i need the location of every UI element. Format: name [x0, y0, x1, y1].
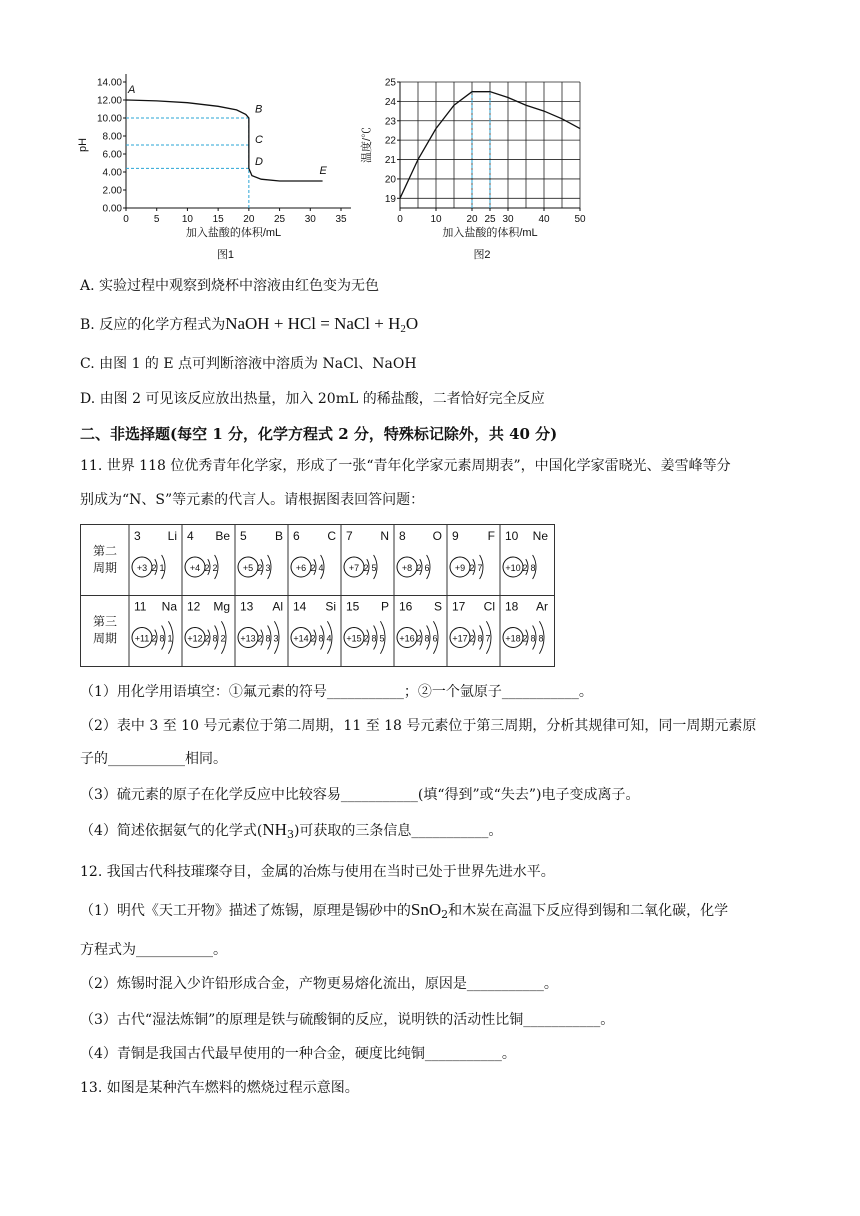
x-tick-label: 30: [502, 214, 514, 225]
point-label-a: A: [128, 83, 136, 96]
element-symbol: Mg: [213, 599, 230, 614]
nucleus-charge: +9: [454, 563, 466, 573]
x-axis-label: 加入盐酸的体积/mL: [185, 227, 282, 239]
element-symbol: S: [433, 599, 442, 614]
element-symbol: N: [380, 529, 389, 543]
element-symbol: B: [274, 529, 283, 543]
period-label-line2: 周期: [92, 561, 118, 575]
element-number: 8: [399, 529, 406, 543]
nucleus-charge: +18: [505, 633, 521, 644]
element-symbol: Li: [167, 529, 177, 543]
y-tick-label: 6.00: [102, 149, 122, 161]
element-number: 12: [187, 599, 201, 614]
shell-electron-count: 5: [371, 563, 377, 573]
nucleus-charge: +14: [293, 633, 309, 644]
option-d: D. 由图 2 可见该反应放出热量，加入 20mL 的稀盐酸，二者恰好完全反应: [80, 391, 545, 407]
shell-electron-count: 4: [318, 563, 324, 573]
element-number: 3: [134, 529, 141, 543]
element-number: 4: [187, 529, 194, 543]
nucleus-charge: +11: [134, 633, 150, 644]
y-axis-label: 温度/℃: [361, 126, 373, 164]
period-label-line1: 第三: [92, 614, 118, 629]
shell-electron-count: 1: [167, 633, 173, 644]
y-tick-label: 19: [384, 193, 396, 205]
data-curve: [126, 100, 323, 181]
element-symbol: Ar: [536, 599, 548, 614]
element-number: 15: [346, 599, 360, 614]
equation-tail: O: [405, 314, 419, 333]
shell-electron-count: 8: [318, 633, 324, 644]
shell-electron-count: 2: [416, 563, 422, 573]
shell-electron-count: 3: [273, 633, 279, 644]
shell-electron-count: 2: [469, 633, 475, 644]
element-number: 5: [240, 529, 247, 543]
q11-stem-line1: 11. 世界 118 位优秀青年化学家，形成了一张“青年化学家元素周期表”，中国化学家雷晓光、姜雪峰等分: [80, 458, 731, 474]
temperature-curve-chart: [360, 72, 600, 268]
shell-electron-count: 2: [310, 563, 316, 573]
nucleus-charge: +8: [401, 563, 413, 573]
nucleus-charge: +3: [136, 563, 148, 573]
figure-caption: 图1: [216, 249, 235, 261]
y-tick-label: 22: [384, 135, 396, 147]
shell-electron-count: 2: [212, 563, 218, 573]
element-number: 9: [452, 529, 459, 543]
nucleus-charge: +5: [242, 563, 254, 573]
x-tick-label: 15: [212, 214, 224, 225]
q12-part3: （3）古代“湿法炼铜”的原理是铁与硫酸铜的反应，说明铁的活动性比铜___________。: [80, 1012, 615, 1028]
y-tick-label: 23: [384, 116, 396, 128]
period-label-line2: 周期: [92, 631, 118, 646]
q12-part1-post: 和木炭在高温下反应得到锡和二氧化碳，化学: [448, 903, 729, 919]
shell-electron-count: 2: [151, 563, 157, 573]
element-symbol: F: [487, 529, 495, 543]
option-c: C. 由图 1 的 E 点可判断溶液中溶质为 NaCl、NaOH: [80, 356, 417, 372]
x-tick-label: 25: [484, 214, 496, 225]
x-tick-label: 20: [466, 214, 478, 225]
shell-electron-count: 2: [257, 563, 263, 573]
x-tick-label: 30: [304, 214, 316, 225]
element-symbol: Ne: [532, 529, 548, 543]
element-symbol: Al: [272, 599, 283, 614]
x-tick-label: 40: [538, 214, 550, 225]
nucleus-charge: +12: [187, 633, 203, 644]
tin-oxide-subscript: 2: [441, 908, 449, 921]
element-number: 16: [399, 599, 413, 614]
element-symbol: C: [327, 529, 336, 543]
q12-part1-line1: [80, 900, 728, 925]
x-tick-label: 10: [430, 214, 442, 225]
point-label-b: B: [255, 103, 263, 116]
shell-electron-count: 2: [220, 633, 226, 644]
q12-part1-line2: 方程式为___________。: [80, 942, 227, 958]
q11-part3: （3）硫元素的原子在化学反应中比较容易___________(填“得到”或“失去”)电子变成离子。: [80, 787, 640, 803]
shell-electron-count: 8: [212, 633, 218, 644]
shell-electron-count: 2: [522, 563, 528, 573]
q12-part1-pre: （1）明代《天工开物》描述了炼锡，原理是锡砂中的: [80, 903, 411, 919]
equation-subscript: 2: [400, 323, 406, 335]
equation-lhs: NaOH + HCl = NaCl + H: [225, 314, 401, 333]
element-symbol: Si: [325, 599, 336, 614]
y-tick-label: 20: [384, 174, 396, 186]
q11-stem-line2: 别成为“N、S”等元素的代言人。请根据图表回答问题：: [80, 492, 425, 508]
q12-stem: 12. 我国古代科技璀璨夺目，金属的冶炼与使用在当时已处于世界先进水平。: [80, 864, 555, 880]
q11-part4-post: )可获取的三条信息___________。: [293, 823, 503, 839]
y-tick-label: 0.00: [102, 203, 122, 215]
element-symbol: P: [380, 599, 389, 614]
element-number: 17: [452, 599, 466, 614]
shell-electron-count: 2: [310, 633, 316, 644]
ammonia-formula: NH: [262, 820, 287, 839]
period-label-line1: 第二: [92, 544, 118, 558]
q11-part4: [80, 820, 502, 845]
q12-part4: （4）青铜是我国古代最早使用的一种合金，硬度比纯铜___________。: [80, 1046, 516, 1062]
y-tick-label: 24: [384, 96, 396, 108]
shell-electron-count: 3: [265, 563, 271, 573]
q11-part2-line2: 子的___________相同。: [80, 751, 227, 767]
x-tick-label: 5: [153, 214, 160, 225]
shell-electron-count: 2: [204, 563, 210, 573]
y-tick-label: 4.00: [102, 167, 122, 179]
y-tick-label: 2.00: [102, 185, 122, 197]
shell-electron-count: 8: [538, 633, 544, 644]
shell-electron-count: 8: [371, 633, 377, 644]
option-b-equation: [225, 314, 418, 333]
point-label-e: E: [319, 164, 327, 177]
shell-electron-count: 2: [363, 633, 369, 644]
option-b-text: B. 反应的化学方程式为: [80, 317, 226, 333]
element-number: 18: [505, 599, 519, 614]
element-symbol: Be: [215, 529, 230, 543]
shell-electron-count: 6: [424, 563, 430, 573]
q11-part1: （1）用化学用语填空：①氟元素的符号___________；②一个氩原子___________。: [80, 684, 593, 700]
q11-part4-pre: （4）简述依据氨气的化学式(: [80, 823, 263, 839]
nucleus-charge: +16: [399, 633, 415, 644]
nucleus-charge: +4: [189, 563, 201, 573]
y-tick-label: 25: [384, 77, 396, 89]
shell-electron-count: 8: [265, 633, 271, 644]
x-tick-label: 35: [335, 214, 347, 225]
element-number: 6: [293, 529, 300, 543]
point-label-c: C: [255, 134, 263, 147]
y-axis-label: pH: [77, 137, 89, 153]
tin-oxide-formula: SnO: [410, 900, 442, 919]
shell-electron-count: 8: [477, 633, 483, 644]
nucleus-charge: +10: [505, 563, 521, 573]
shell-electron-count: 7: [485, 633, 491, 644]
nucleus-charge: +13: [240, 633, 256, 644]
nucleus-charge: +17: [452, 633, 468, 644]
element-number: 7: [346, 529, 353, 543]
element-symbol: Cl: [483, 599, 495, 614]
x-axis-label: 加入盐酸的体积/mL: [442, 227, 538, 239]
x-tick-label: 50: [574, 214, 586, 225]
shell-electron-count: 6: [432, 633, 438, 644]
q11-part2-line1: （2）表中 3 至 10 号元素位于第二周期，11 至 18 号元素位于第三周期，分析其规律可知，同一周期元素原: [80, 718, 757, 734]
shell-electron-count: 2: [469, 563, 475, 573]
q12-part2: （2）炼锡时混入少许铅形成合金，产物更易熔化流出，原因是___________。: [80, 976, 558, 992]
y-tick-label: 12.00: [96, 95, 122, 107]
shell-electron-count: 8: [159, 633, 165, 644]
y-tick-label: 14.00: [96, 77, 122, 89]
element-number: 10: [505, 529, 519, 543]
element-number: 11: [134, 599, 147, 614]
option-a: A. 实验过程中观察到烧杯中溶液由红色变为无色: [80, 278, 380, 294]
x-tick-label: 0: [123, 214, 129, 225]
element-symbol: O: [432, 529, 442, 543]
figure-caption: 图2: [473, 249, 491, 261]
shell-electron-count: 8: [424, 633, 430, 644]
ph-curve-chart: [76, 72, 356, 268]
y-tick-label: 8.00: [102, 131, 122, 143]
shell-electron-count: 4: [326, 633, 332, 644]
shell-electron-count: 8: [530, 563, 536, 573]
option-b: [80, 314, 418, 339]
y-tick-label: 21: [384, 155, 396, 167]
shell-electron-count: 2: [257, 633, 263, 644]
x-tick-label: 20: [243, 214, 255, 225]
section-heading: 二、非选择题(每空 1 分，化学方程式 2 分，特殊标记除外，共 40 分): [80, 425, 558, 443]
nucleus-charge: +15: [346, 633, 362, 644]
shell-electron-count: 2: [522, 633, 528, 644]
y-tick-label: 10.00: [96, 113, 122, 125]
x-tick-label: 10: [181, 214, 193, 225]
shell-electron-count: 2: [416, 633, 422, 644]
shell-electron-count: 8: [530, 633, 536, 644]
element-number: 13: [240, 599, 254, 614]
nucleus-charge: +7: [348, 563, 360, 573]
element-symbol: Na: [161, 599, 177, 614]
periodic-table-excerpt: [80, 524, 555, 667]
element-number: 14: [293, 599, 307, 614]
shell-electron-count: 2: [363, 563, 369, 573]
shell-electron-count: 2: [204, 633, 210, 644]
point-label-d: D: [255, 155, 263, 168]
periodic-table-graphic: [81, 525, 554, 666]
shell-electron-count: 7: [477, 563, 483, 573]
x-tick-label: 25: [274, 214, 286, 225]
x-tick-label: 0: [397, 214, 403, 225]
nucleus-charge: +6: [295, 563, 307, 573]
ammonia-subscript: 3: [286, 828, 294, 841]
shell-electron-count: 2: [151, 633, 157, 644]
q13-stem: 13. 如图是某种汽车燃料的燃烧过程示意图。: [80, 1080, 359, 1096]
shell-electron-count: 5: [379, 633, 385, 644]
shell-electron-count: 1: [159, 563, 165, 573]
